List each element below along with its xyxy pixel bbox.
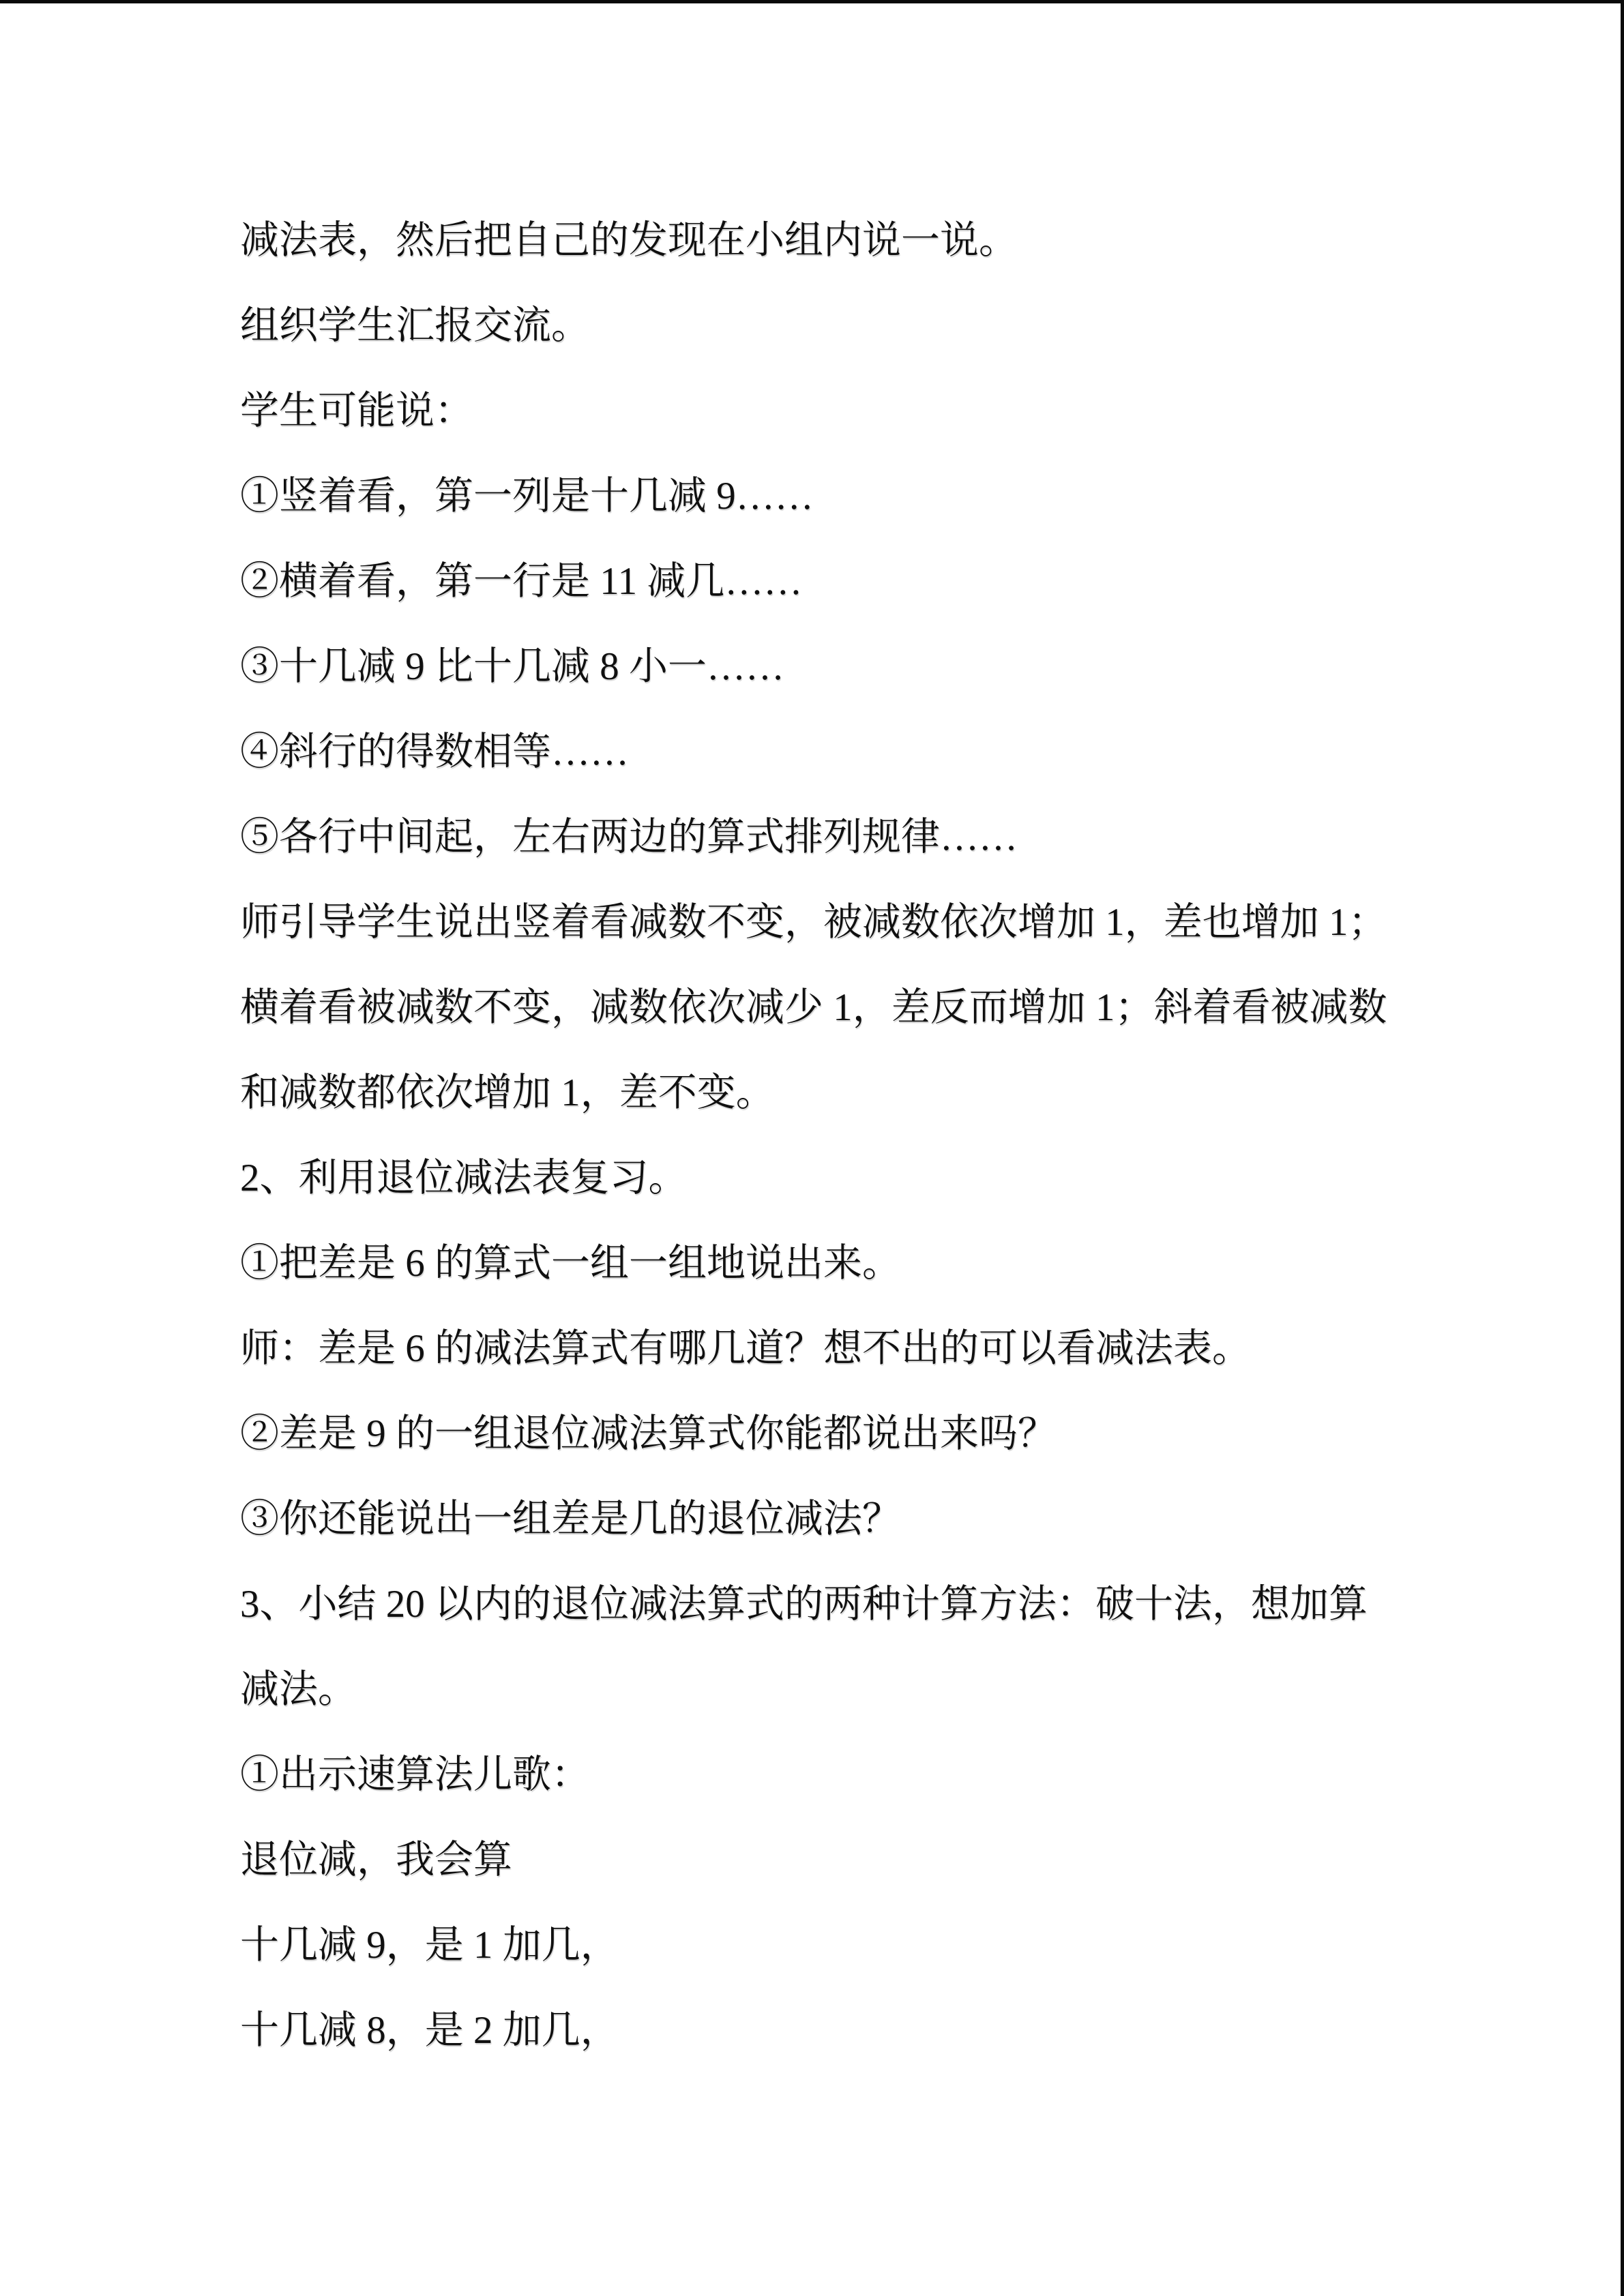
scan-edge-right [1621,0,1624,2296]
text-line: ②差是 9 的一组退位减法算式你能都说出来吗？ [240,1412,1057,1455]
text-line: 十几减 8，是 2 加几， [240,2009,619,2052]
text-line: 师：差是 6 的减法算式有哪几道？想不出的可以看减法表。 [240,1327,1251,1370]
text-line: ①把差是 6 的算式一组一组地说出来。 [240,1242,901,1285]
text-line: 2、利用退位减法表复习。 [240,1157,688,1199]
text-line: 横着看被减数不变，减数依次减少 1，差反而增加 1；斜着看被减数 [240,986,1387,1029]
text-line: ②横着看，第一行是 11 减几…… [240,560,803,603]
text-line: 3、小结 20 以内的退位减法算式的两种计算方法：破十法，想加算 [240,1583,1368,1626]
text-line: 学生可能说： [240,389,473,432]
text-line: 减法表，然后把自己的发现在小组内说一说。 [240,219,1018,262]
text-line: ③十几减 9 比十几减 8 小一…… [240,645,784,688]
text-line: ①出示速算法儿歌： [240,1753,590,1796]
text-line: ④斜行的得数相等…… [240,730,629,773]
text-line: 和减数都依次增加 1，差不变。 [240,1071,775,1114]
text-line: 减法。 [240,1668,357,1711]
scan-edge-top [0,0,1624,3]
lesson-plan-text-block [240,198,1427,2073]
text-line: 十几减 9，是 1 加几， [240,1924,619,1967]
text-line: 师引导学生说出竖着看减数不变，被减数依次增加 1，差也增加 1； [240,901,1387,944]
text-line: ⑤各行中间起，左右两边的算式排列规律…… [240,816,1018,859]
text-line: ①竖着看，第一列是十几减 9…… [240,475,814,518]
text-line: 组织学生汇报交流。 [240,304,590,347]
text-line: 退位减，我会算 [240,1838,512,1881]
text-line: ③你还能说出一组差是几的退位减法？ [240,1497,901,1540]
